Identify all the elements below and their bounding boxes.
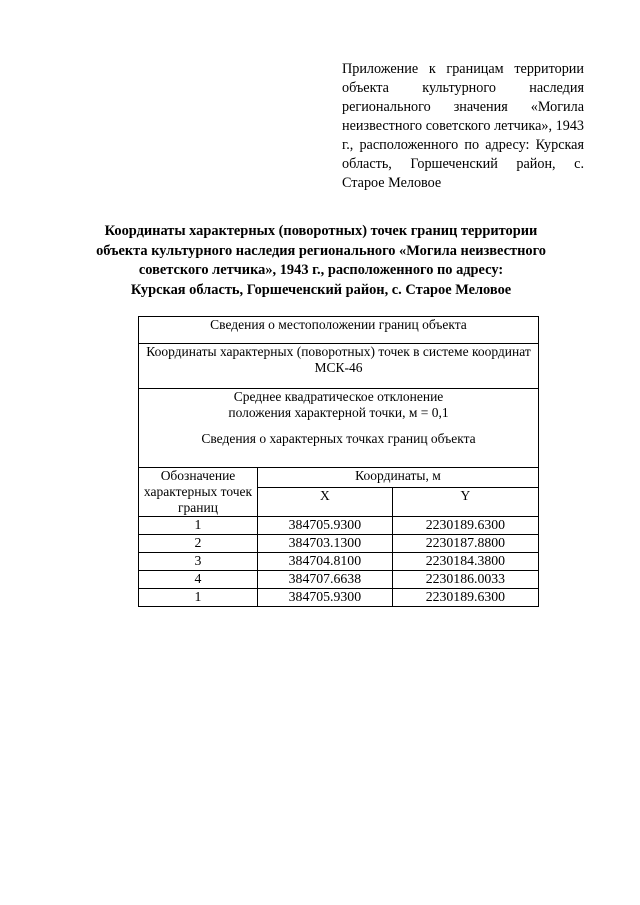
appendix-line: 1943 г., расположенного по адресу:	[342, 118, 584, 153]
x-value-cell: 384703.1300	[258, 535, 393, 553]
table-row	[139, 553, 539, 571]
coordinates-table	[138, 316, 539, 607]
deviation-line: положения характерной точки, м = 0,1	[228, 405, 449, 420]
y-value-cell: 2230184.3800	[392, 553, 538, 571]
x-value-cell: 384705.9300	[258, 517, 393, 535]
title-line: советского летчика», 1943 г., расположенного по адресу:	[138, 262, 504, 278]
info-header-cell: Сведения о местоположении границ объекта	[139, 317, 539, 344]
point-number-cell: 4	[139, 571, 258, 589]
table-row	[139, 571, 539, 589]
appendix-line: объекта культурного наследия	[342, 80, 584, 96]
title-line: Координаты характерных (поворотных) точек границ территории	[104, 223, 538, 239]
designation-header-line: Обозначение	[160, 468, 236, 483]
point-number-cell: 2	[139, 535, 258, 553]
y-value-cell: 2230189.6300	[392, 589, 538, 607]
title-line: объекта культурного наследия регионального «Могила неизвестного	[96, 242, 546, 259]
point-number-cell: 1	[139, 589, 258, 607]
title-line: Курская область, Горшеченский район, с. Старое Меловое	[130, 281, 512, 298]
designation-header-line: характерных точек	[143, 484, 253, 499]
x-value-cell: 384705.9300	[258, 589, 393, 607]
designation-header-cell	[139, 468, 258, 517]
appendix-line: Курская область, Горшеченский	[342, 137, 584, 172]
x-header-cell: X	[258, 487, 393, 516]
x-value-cell: 384707.6638	[258, 571, 393, 589]
y-header-cell: Y	[392, 487, 538, 516]
appendix-note	[342, 60, 584, 193]
y-value-cell: 2230187.8800	[392, 535, 538, 553]
document-title	[60, 222, 582, 300]
designation-header-line: границ	[178, 500, 218, 515]
appendix-line: район, с. Старое Меловое	[342, 156, 584, 191]
point-number-cell: 3	[139, 553, 258, 571]
appendix-line: неизвестного советского летчика»,	[342, 118, 556, 134]
table-row	[139, 517, 539, 535]
appendix-line: регионального значения «Могила	[342, 99, 584, 115]
coordinate-system-line: Координаты характерных (поворотных) точек в системе координат	[146, 344, 531, 359]
x-value-cell: 384704.8100	[258, 553, 393, 571]
points-header: Сведения о характерных точках границ объекта	[201, 431, 476, 446]
table-row	[139, 535, 539, 553]
coordinate-system-cell	[139, 344, 539, 389]
point-number-cell: 1	[139, 517, 258, 535]
y-value-cell: 2230189.6300	[392, 517, 538, 535]
deviation-line: Среднее квадратическое отклонение	[233, 389, 444, 404]
accuracy-cell	[139, 389, 539, 468]
table-row	[139, 589, 539, 607]
coordinates-header-cell: Координаты, м	[258, 468, 539, 488]
coordinate-system-line: МСК-46	[314, 360, 363, 375]
appendix-line: Приложение к границам территории	[342, 61, 584, 77]
y-value-cell: 2230186.0033	[392, 571, 538, 589]
